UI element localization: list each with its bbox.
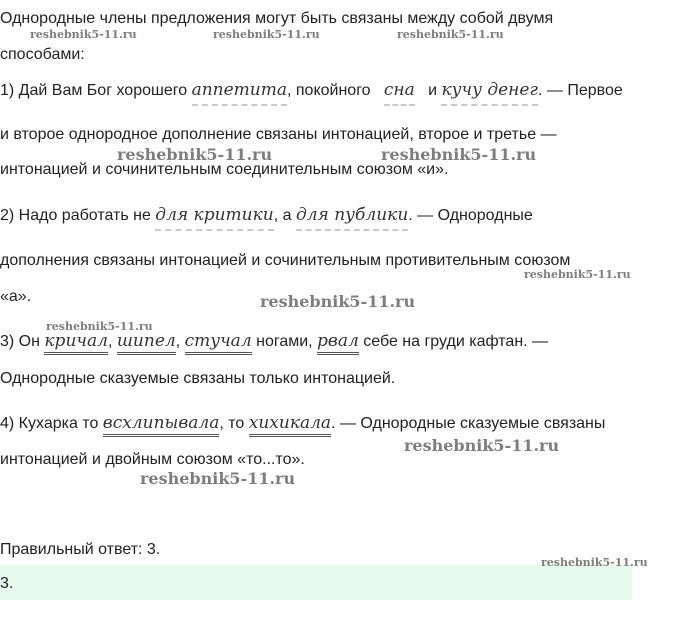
watermark: reshebnik5-11.ru: [213, 28, 320, 41]
watermark: reshebnik5-11.ru: [30, 28, 137, 41]
watermark: reshebnik5-11.ru: [140, 469, 296, 488]
watermark: reshebnik5-11.ru: [46, 320, 153, 333]
example-3-line-1: [0, 331, 548, 352]
example-1-text: и: [423, 82, 442, 99]
example-4-line-1: [0, 413, 605, 434]
answer-field: [0, 565, 632, 600]
watermark: reshebnik5-11.ru: [260, 292, 416, 311]
example-4-word-vskhlipyvala: всхлипывала: [103, 413, 220, 437]
example-2-text: , а: [273, 207, 296, 224]
example-1-text: 1) Дай Вам Бог хорошего: [0, 82, 192, 99]
example-1-word-kuchu-deneg: кучу денег: [441, 80, 538, 106]
watermark: reshebnik5-11.ru: [541, 556, 648, 569]
example-2-text: . — Однородные: [408, 207, 533, 224]
example-2-line-1: [0, 205, 533, 226]
example-3-word-shipel: шипел: [117, 331, 176, 355]
example-3-text: ,: [107, 333, 117, 350]
example-1-line-2: и второе однородное дополнение связаны интонацией, второе и третье —: [0, 126, 557, 143]
watermark: reshebnik5-11.ru: [524, 268, 631, 281]
example-2-line-2: дополнения связаны интонацией и сочинительным противительным союзом: [0, 252, 571, 269]
example-2-word-dlya-publiki: для публики: [296, 205, 408, 231]
example-4-text: 4) Кухарка то: [0, 415, 103, 432]
example-1-line-1: [0, 80, 623, 101]
intro-line-2: способами:: [0, 46, 85, 63]
watermark: reshebnik5-11.ru: [404, 436, 560, 455]
example-3-text: ногами,: [251, 333, 318, 350]
example-2-word-dlya-kritiki: для критики: [155, 205, 273, 231]
example-4-text: , то: [219, 415, 249, 432]
example-1-text: , покойного: [286, 82, 376, 99]
watermark: reshebnik5-11.ru: [397, 28, 504, 41]
example-3-text: ,: [175, 333, 185, 350]
answer-value: 3.: [0, 575, 14, 592]
intro-line-1: Однородные члены предложения могут быть связаны между собой двумя: [0, 10, 554, 27]
example-2-line-3: «а».: [0, 288, 32, 305]
example-3-text: 3) Он: [0, 333, 45, 350]
example-4-line-2: интонацией и двойным союзом «то...то».: [0, 451, 305, 468]
example-2-text: 2) Надо работать не: [0, 207, 156, 224]
correct-answer-label: Правильный ответ: 3.: [0, 541, 161, 558]
example-1-text: . — Первое: [538, 82, 623, 99]
example-4-text: . — Однородные сказуемые связаны: [331, 415, 606, 432]
watermark: reshebnik5-11.ru: [117, 145, 273, 164]
example-3-text: себе на груди кафтан. —: [358, 333, 549, 350]
example-1-word-appetita: аппетита: [192, 80, 287, 106]
example-1-line-3: интонацией и сочинительным соединительным союзом «и».: [0, 161, 449, 178]
example-3-word-krichal: кричал: [44, 331, 108, 355]
example-3-word-rval: рвал: [317, 331, 359, 355]
example-4-word-khikhikala: хихикала: [249, 413, 331, 437]
watermark: reshebnik5-11.ru: [381, 145, 537, 164]
example-3-line-2: Однородные сказуемые связаны только интонацией.: [0, 370, 396, 387]
example-3-word-stuchal: стучал: [185, 331, 252, 355]
example-1-word-sna: сна: [384, 80, 415, 106]
